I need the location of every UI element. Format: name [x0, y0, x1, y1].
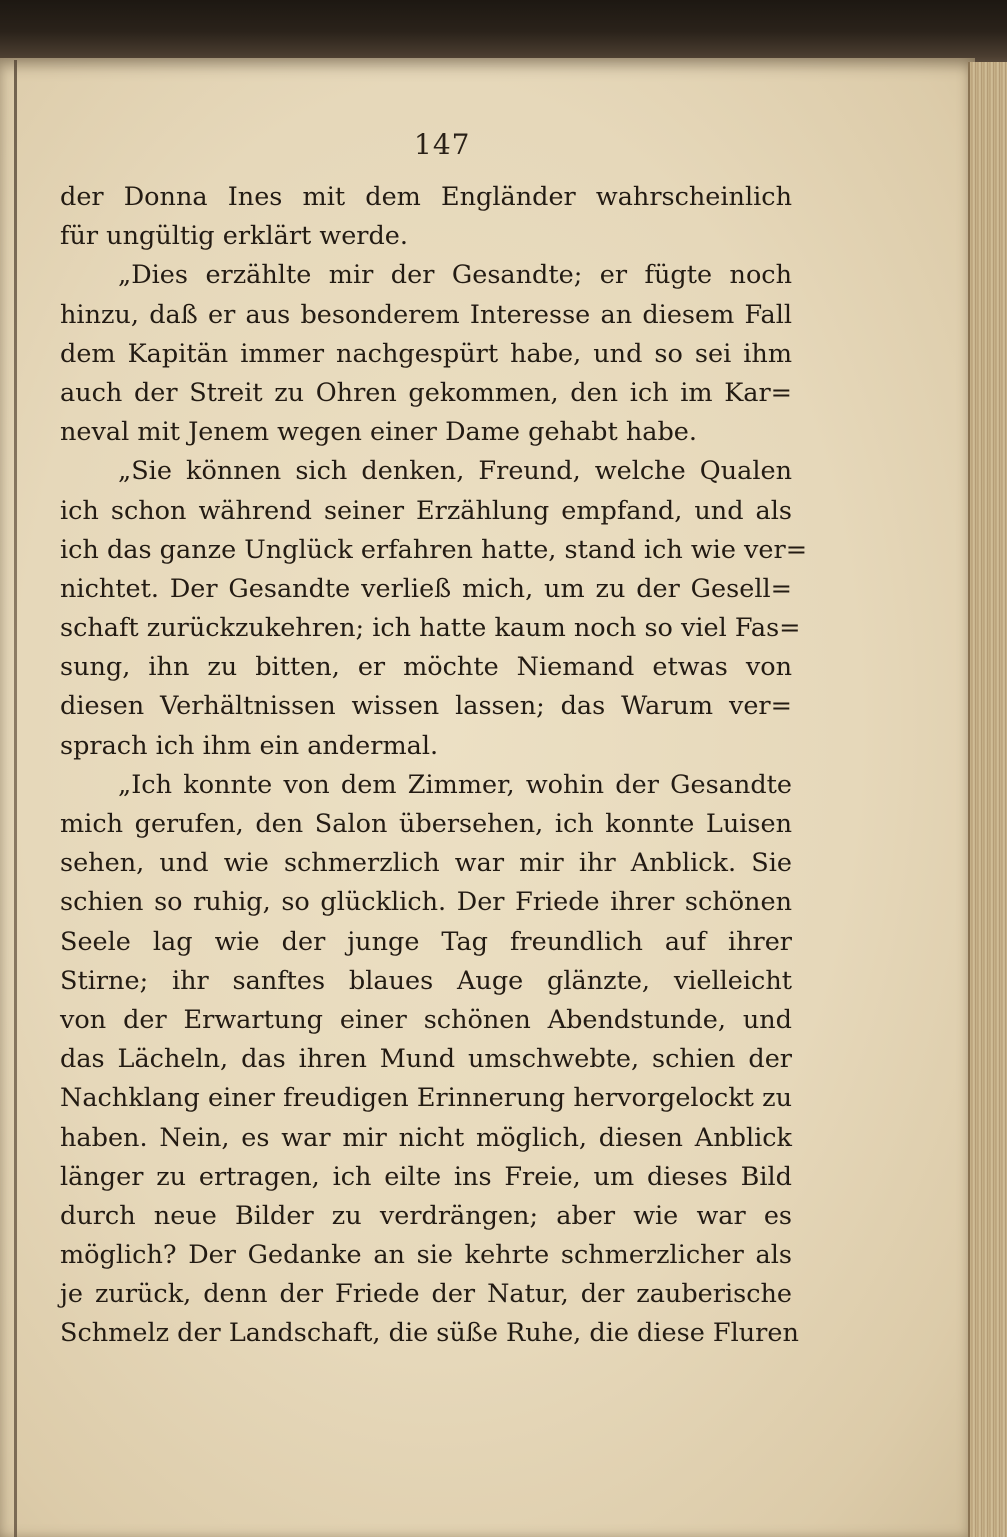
- text-line: von der Erwartung einer schönen Abendstunde, und: [60, 1004, 792, 1035]
- text-line: hinzu, daß er aus besonderem Interesse an diesem Fall: [60, 299, 792, 330]
- text-line: ich das ganze Unglück erfahren hatte, stand ich wie ver=: [60, 534, 808, 565]
- text-line: schien so ruhig, so glücklich. Der Friede ihrer schönen: [60, 887, 792, 918]
- text-line: „Sie können sich denken, Freund, welche Qualen: [118, 456, 792, 487]
- text-line: nichtet. Der Gesandte verließ mich, um zu der Gesell=: [60, 573, 792, 604]
- text-line: der Donna Ines mit dem Engländer wahrscheinlich: [60, 182, 792, 212]
- text-line: sehen, und wie schmerzlich war mir ihr Anblick. Sie: [60, 848, 792, 879]
- text-line: neval mit Jenem wegen einer Dame gehabt habe.: [60, 417, 697, 448]
- text-line: sung, ihn zu bitten, er möchte Niemand etwas von: [60, 652, 792, 683]
- text-line: je zurück, denn der Friede der Natur, der zauberische: [60, 1279, 792, 1310]
- text-line: das Lächeln, das ihren Mund umschwebte, schien der: [60, 1044, 792, 1075]
- text-line: Schmelz der Landschaft, die süße Ruhe, die diese Fluren: [60, 1318, 799, 1349]
- text-line: auch der Streit zu Ohren gekommen, den ich im Kar=: [60, 377, 792, 408]
- text-line: Seele lag wie der junge Tag freundlich auf ihrer: [60, 926, 792, 957]
- text-line: diesen Verhältnissen wissen lassen; das Warum ver=: [60, 691, 792, 722]
- text-line: „Dies erzählte mir der Gesandte; er fügte noch: [118, 260, 792, 291]
- text-line: dem Kapitän immer nachgespürt habe, und so sei ihm: [60, 338, 792, 369]
- page-number: 147: [414, 128, 471, 161]
- text-line: länger zu ertragen, ich eilte ins Freie, um dieses Bild: [60, 1161, 792, 1192]
- gutter-shadow: [14, 60, 17, 1537]
- body-text: [60, 178, 808, 1354]
- text-line: für ungültig erklärt werde.: [60, 221, 408, 252]
- page-stack-edge: [968, 62, 1007, 1537]
- text-line: Nachklang einer freudigen Erinnerung hervorgelockt zu: [60, 1083, 792, 1114]
- text-line: ich schon während seiner Erzählung empfand, und als: [60, 495, 792, 526]
- text-line: haben. Nein, es war mir nicht möglich, diesen Anblick: [60, 1122, 792, 1153]
- text-line: sprach ich ihm ein andermal.: [60, 730, 439, 761]
- text-line: Stirne; ihr sanftes blaues Auge glänzte, vielleicht: [60, 965, 792, 996]
- text-line: durch neue Bilder zu verdrängen; aber wie war es: [60, 1200, 792, 1231]
- text-line: mich gerufen, den Salon übersehen, ich konnte Luisen: [60, 809, 792, 839]
- text-line: „Ich konnte von dem Zimmer, wohin der Gesandte: [118, 769, 792, 800]
- text-line: schaft zurückzukehren; ich hatte kaum noch so viel Fas=: [60, 613, 801, 644]
- text-line: möglich? Der Gedanke an sie kehrte schmerzlicher als: [60, 1240, 792, 1271]
